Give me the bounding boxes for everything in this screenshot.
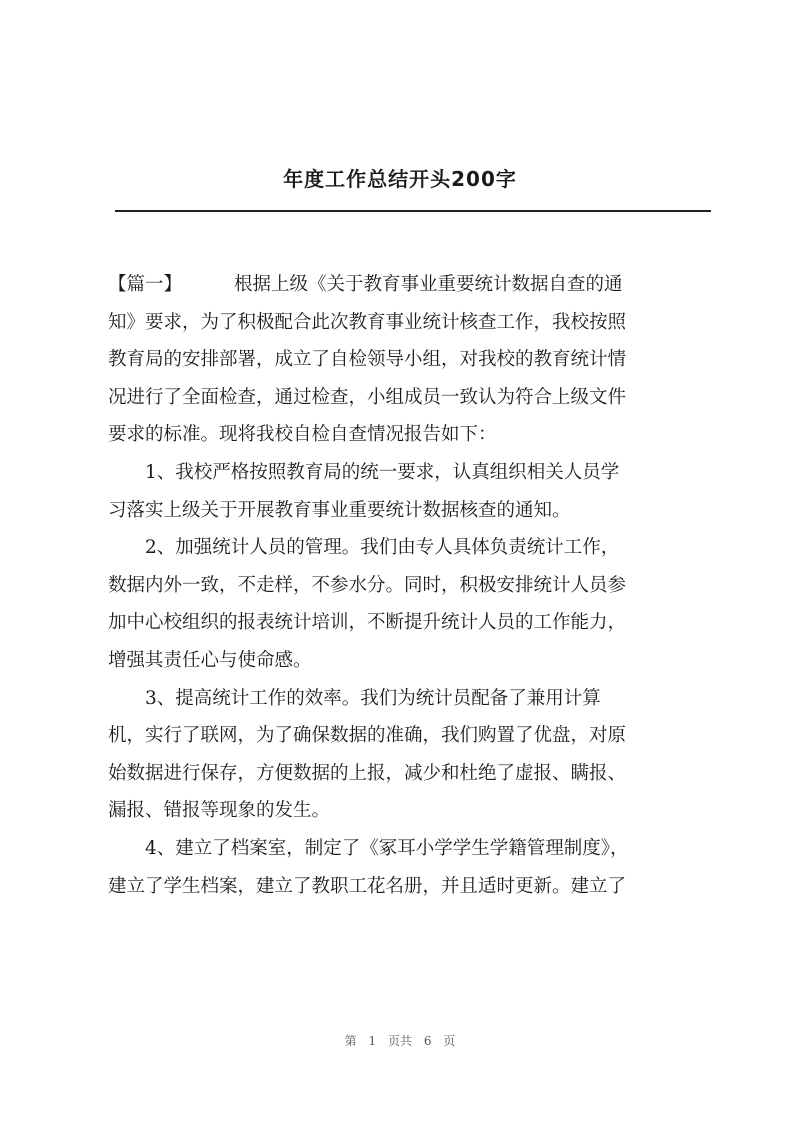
- paragraph-4-line-1: 3、提高统计工作的效率。我们为统计员配备了兼用计算: [145, 687, 601, 709]
- paragraph-2-line-1: 1、我校严格按照教育局的统一要求，认真组织相关人员学: [145, 461, 620, 483]
- paragraph-1-line-1: 根据上级《关于教育事业重要统计数据自查的通: [234, 274, 623, 295]
- paragraph-2: [108, 454, 712, 529]
- footer-current-page: 1: [368, 1034, 377, 1048]
- paragraph-3-line-4: 增强其责任心与使命感。: [108, 649, 312, 671]
- paragraph-4: [108, 680, 712, 830]
- paragraph-3: [108, 529, 712, 679]
- paragraph-4-line-3: 始数据进行保存，方便数据的上报，减少和杜绝了虚报、瞒报、: [108, 762, 627, 784]
- paragraph-5: [108, 830, 712, 905]
- paragraph-2-line-2: 习落实上级关于开展教育事业重要统计数据核查的通知。: [108, 499, 571, 521]
- paragraph-4-line-2: 机，实行了联网，为了确保数据的准确，我们购置了优盘，对原: [108, 725, 627, 747]
- document-body: [108, 266, 712, 905]
- section-tag: 【篇一】: [108, 274, 183, 295]
- paragraph-3-line-1: 2、加强统计人员的管理。我们由专人具体负责统计工作，: [145, 537, 620, 559]
- page-footer: [0, 1032, 800, 1049]
- footer-middle: 页共: [387, 1034, 412, 1048]
- paragraph-3-line-2: 数据内外一致，不走样，不参水分。同时，积极安排统计人员参: [108, 574, 627, 596]
- paragraph-4-line-4: 漏报、错报等现象的发生。: [108, 800, 331, 822]
- document-title: 年度工作总结开头200字: [283, 167, 517, 191]
- paragraph-1: [108, 266, 712, 454]
- paragraph-5-line-2: 建立了学生档案，建立了教职工花名册，并且适时更新。建立了: [108, 875, 627, 897]
- footer-prefix: 第: [344, 1034, 357, 1048]
- paragraph-5-line-1: 4、建立了档案室，制定了《冢耳小学学生学籍管理制度》，: [145, 837, 629, 859]
- footer-total-pages: 6: [423, 1034, 432, 1048]
- footer-suffix: 页: [443, 1034, 456, 1048]
- title-divider: [115, 210, 711, 212]
- paragraph-1-line-4: 况进行了全面检查，通过检查，小组成员一致认为符合上级文件: [108, 386, 627, 408]
- paragraph-1-line-2: 知》要求，为了积极配合此次教育事业统计核查工作，我校按照: [108, 311, 627, 333]
- paragraph-3-line-3: 加中心校组织的报表统计培训，不断提升统计人员的工作能力，: [108, 612, 627, 634]
- paragraph-1-line-3: 教育局的安排部署，成立了自检领导小组，对我校的教育统计情: [108, 349, 627, 371]
- paragraph-1-line-5: 要求的标准。现将我校自检自查情况报告如下：: [108, 424, 497, 446]
